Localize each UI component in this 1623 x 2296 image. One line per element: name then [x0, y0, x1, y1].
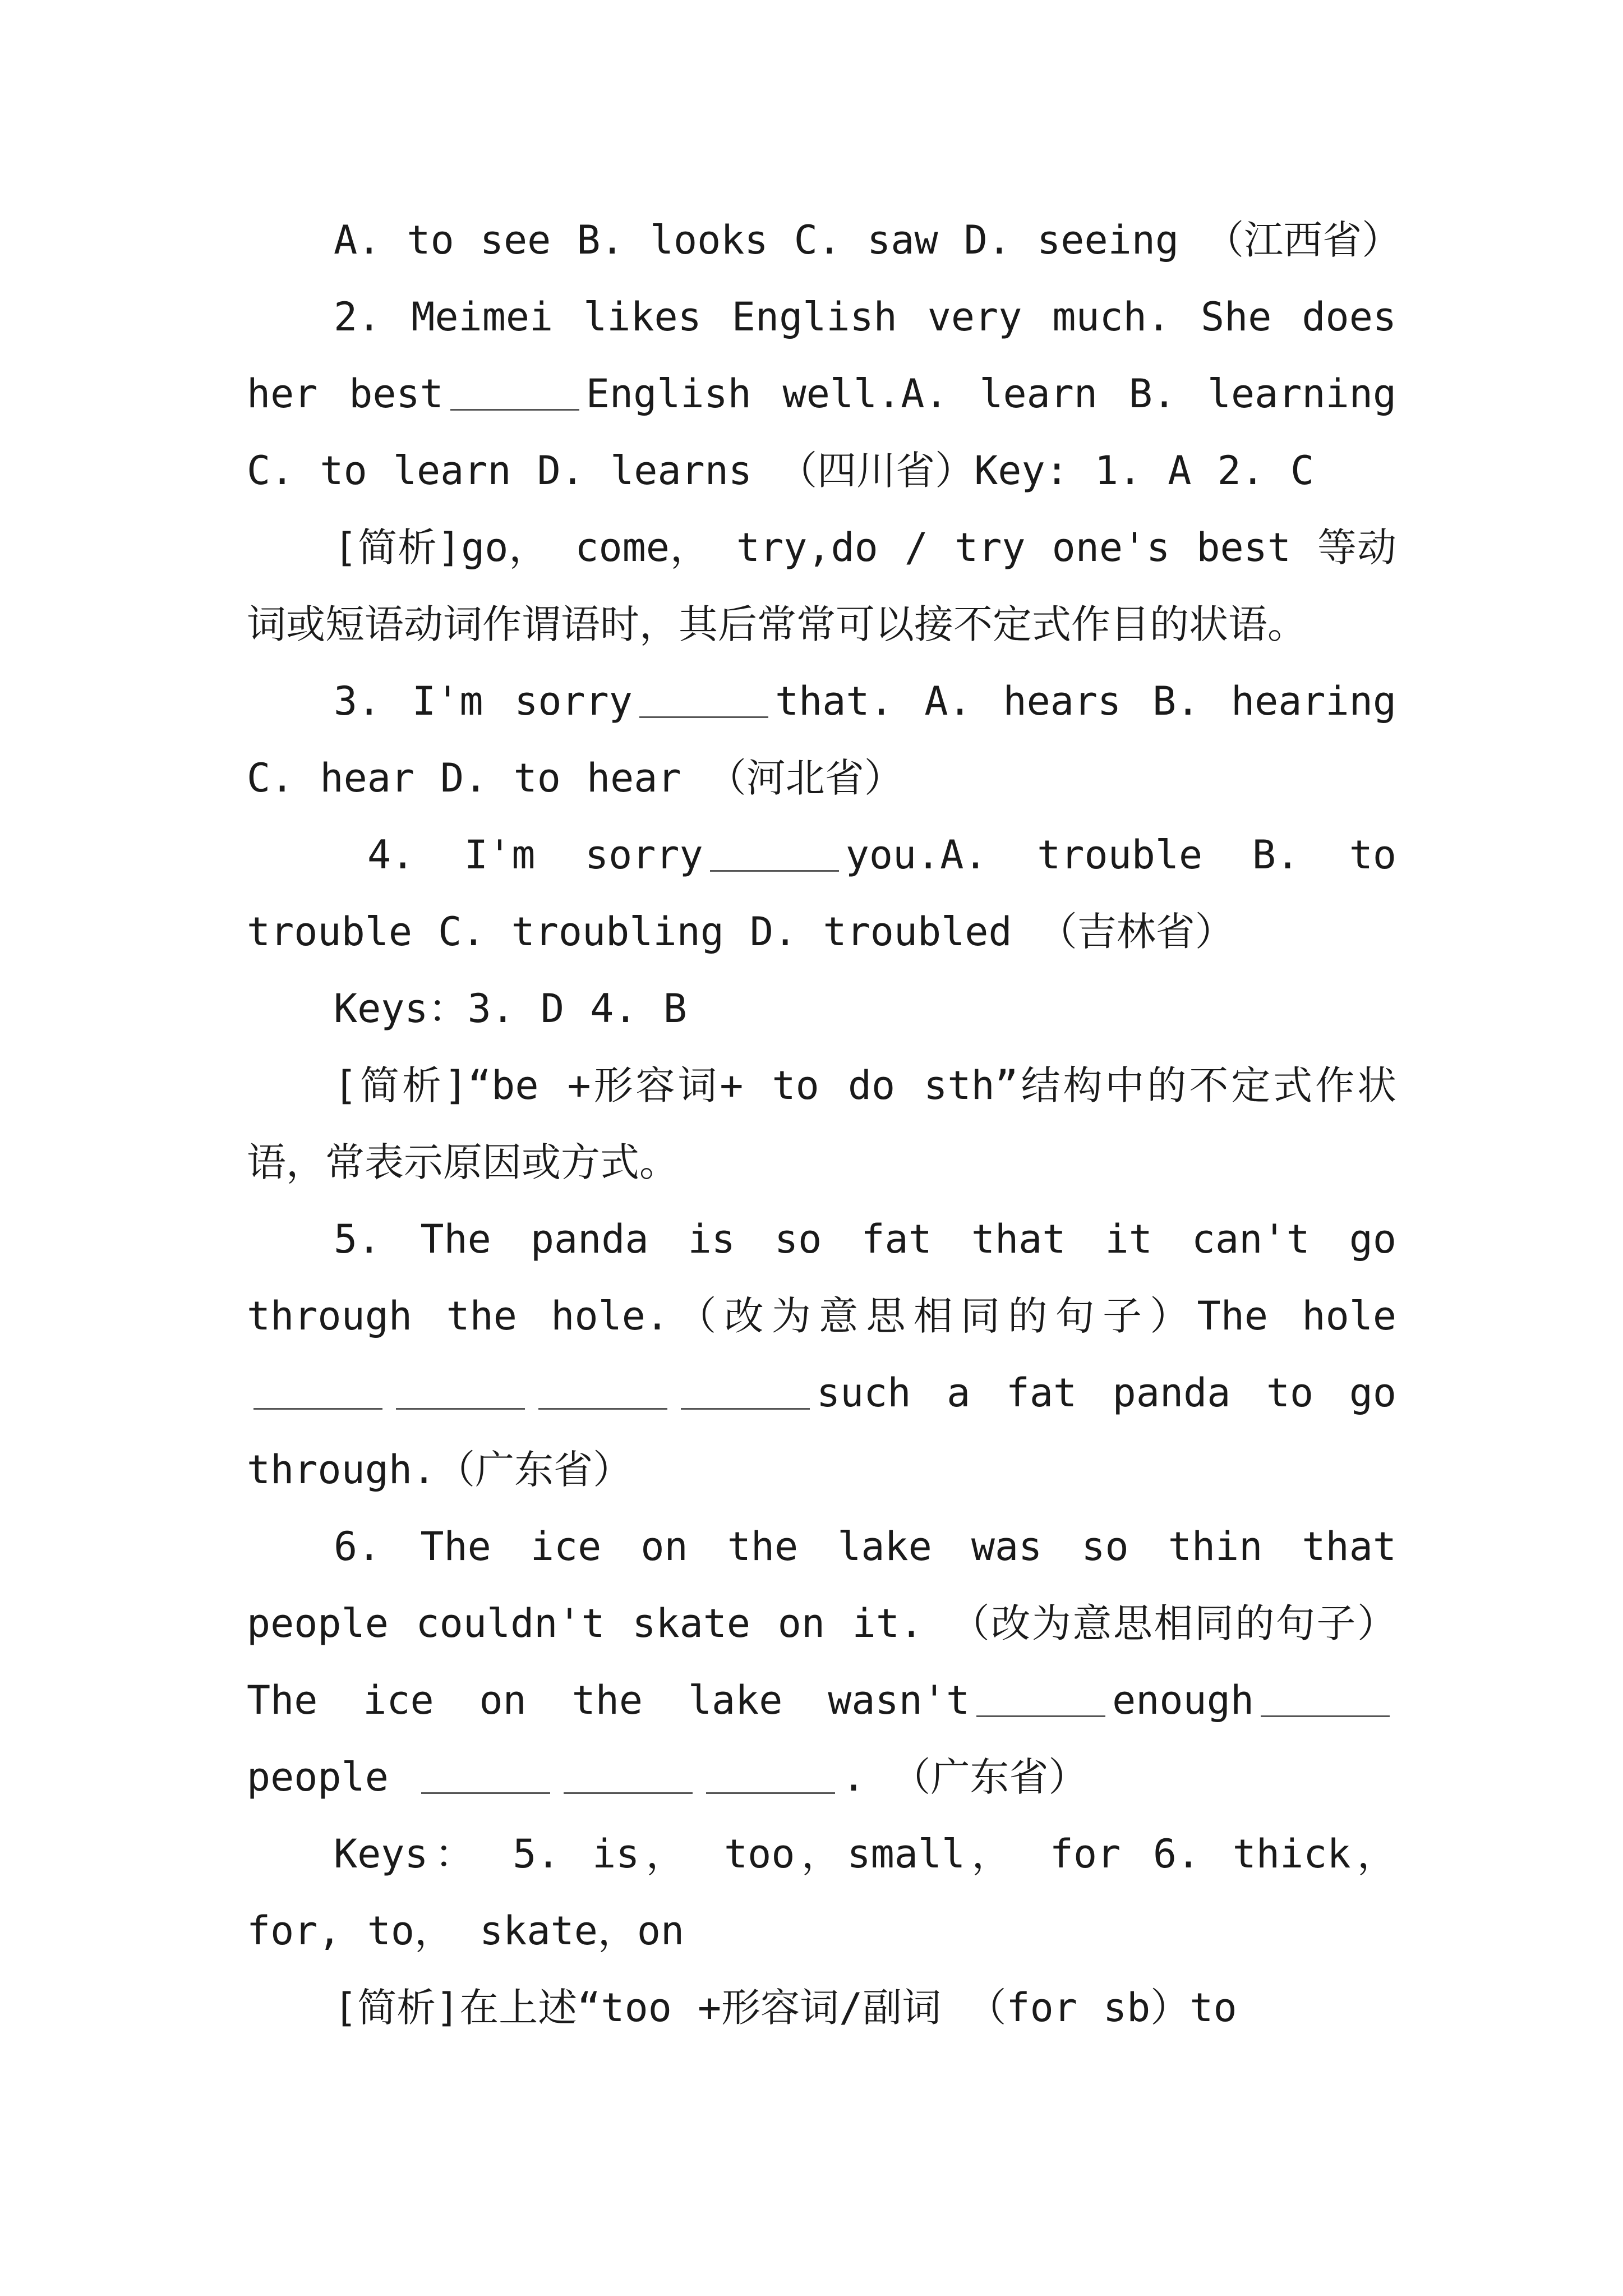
q1-options: A. to see B. looks C. saw D. seeing （江西省）: [334, 217, 1401, 263]
question-3: 3. I'm sorry that. A. hears B. hearing C. hear D. to hear （河北省）: [247, 678, 1396, 801]
answer-blank: [710, 868, 839, 872]
answer-blank: [450, 407, 579, 411]
question-2: 2. Meimei likes English very much. She does her best English well.A. learn B. learning C. to learn D. learns （四川省）Key: 1. A 2. C: [247, 294, 1396, 494]
answer-blank: [253, 1406, 382, 1410]
keys-5-6: Keys： 5. is， too，small， for 6. thick， for, to， skate，on: [247, 1831, 1396, 1954]
answer-blank: [681, 1406, 810, 1410]
question-6: 6. The ice on the lake was so thin that people couldn't skate on it. （改为意思相同的句子）The ice on the lake wasn't enoughpeople . （广东省）: [247, 1524, 1396, 1800]
question-4: 4. I'm sorry you.A. trouble B. to trouble C. troubling D. troubled （吉林省）: [247, 832, 1396, 955]
answer-blank: [706, 1790, 835, 1794]
answer-blank: [1261, 1713, 1390, 1717]
document-body: [247, 202, 1401, 2046]
analysis-note-3: [简析]在上述“too +形容词/副词 （for sb）to: [334, 1985, 1237, 2031]
answer-blank: [396, 1406, 525, 1410]
question-5: 5. The panda is so fat that it can't go through the hole.（改为意思相同的句子）The holesuch a fat panda to go through.（广东省）: [247, 1216, 1396, 1493]
keys-3-4: Keys：3. D 4. B: [334, 986, 687, 1032]
answer-blank: [538, 1406, 667, 1410]
answer-blank: [564, 1790, 693, 1794]
answer-blank: [639, 714, 768, 718]
analysis-note-2: [简析]“be +形容词+ to do sth”结构中的不定式作状语，常表示原因或方式。: [247, 1062, 1396, 1185]
answer-blank: [421, 1790, 550, 1794]
answer-blank: [976, 1713, 1105, 1717]
analysis-note-1: [简析]go， come， try,do / try one's best 等动词或短语动词作谓语时，其后常常可以接不定式作目的状语。: [247, 524, 1396, 647]
